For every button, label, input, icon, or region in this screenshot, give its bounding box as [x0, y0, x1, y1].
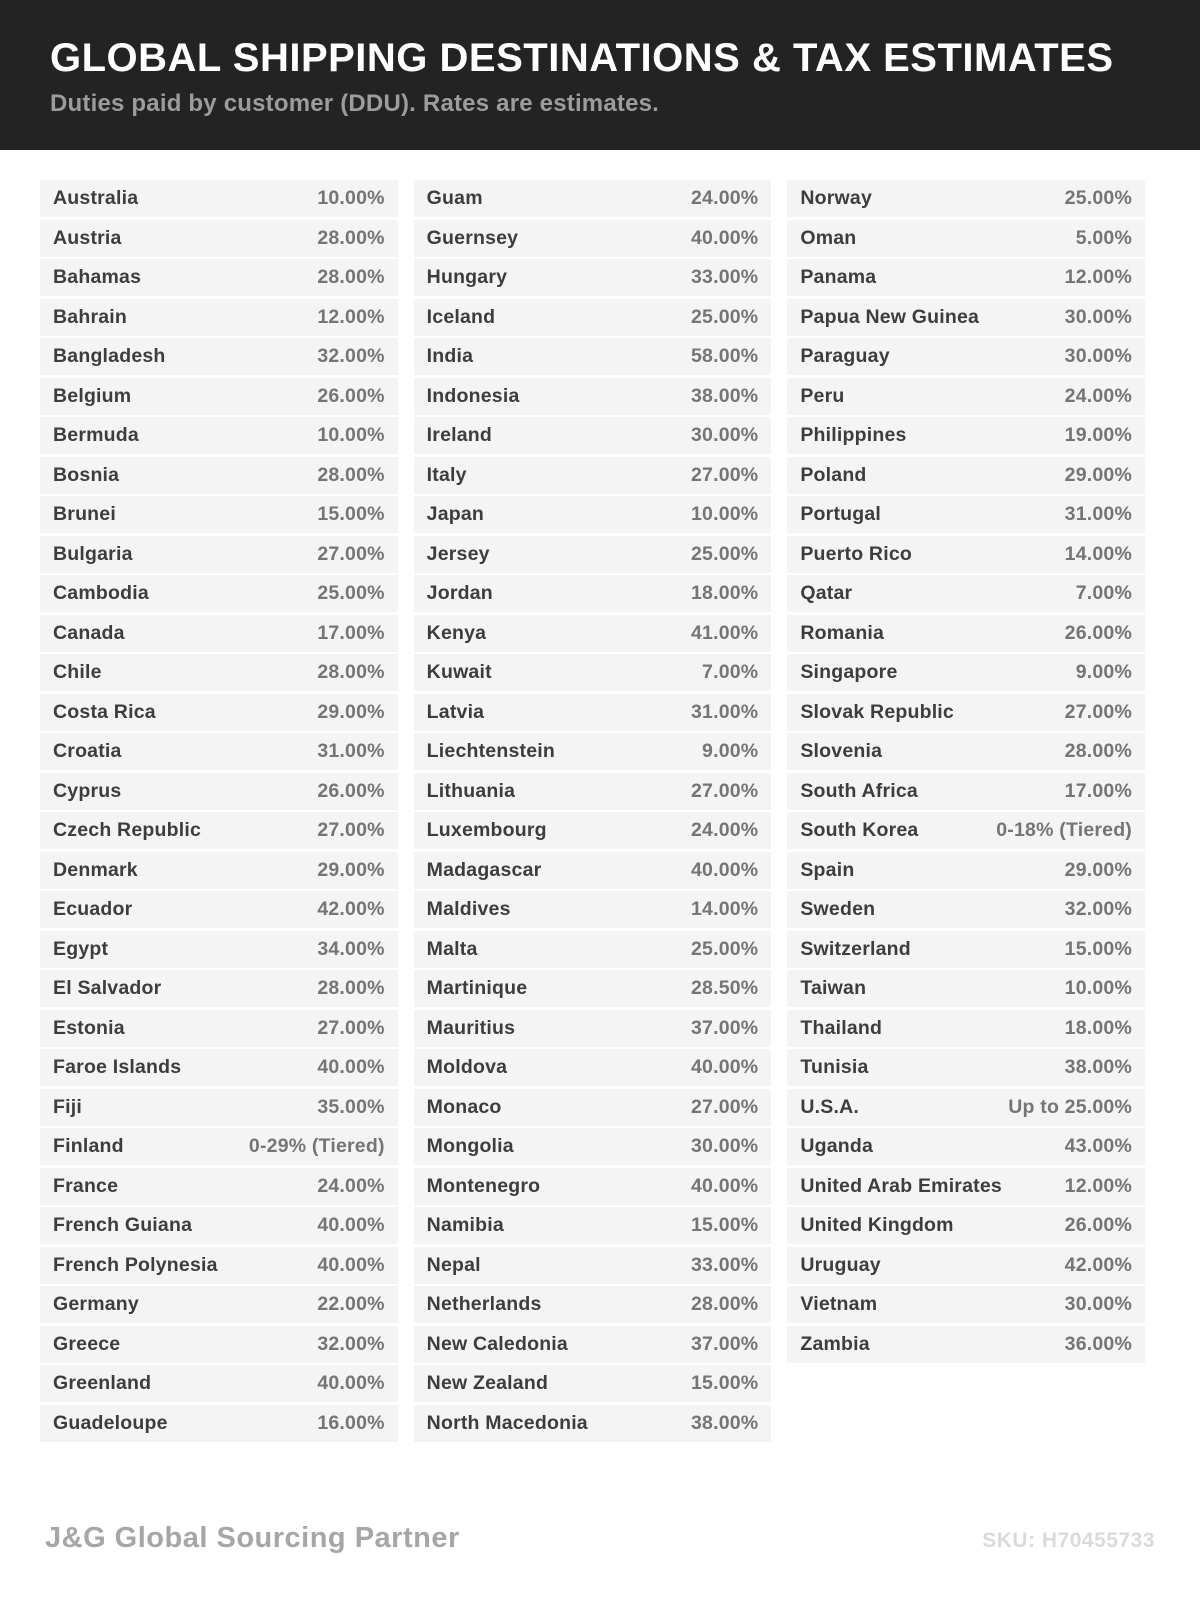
tax-rate: 28.00%: [317, 977, 385, 999]
tax-rate: 0-29% (Tiered): [248, 1135, 385, 1157]
table-row: [40, 378, 398, 415]
table-row: [40, 1128, 398, 1165]
table-row: [787, 1010, 1145, 1047]
tax-rate: 33.00%: [691, 266, 759, 288]
tax-rate: 18.00%: [691, 582, 759, 604]
tax-rate: 40.00%: [691, 226, 759, 249]
country-name: Bahamas: [53, 266, 142, 288]
country-name: Panama: [800, 266, 877, 288]
table-row: [414, 694, 772, 731]
tax-rate: 27.00%: [317, 1016, 385, 1039]
country-name: Uganda: [800, 1135, 874, 1157]
tax-rate: 37.00%: [691, 1016, 759, 1039]
tax-rate: 30.00%: [1064, 305, 1133, 328]
table-row: [40, 931, 398, 968]
country-name: Bosnia: [53, 463, 120, 486]
table-row: [414, 220, 772, 257]
table-row: [40, 536, 398, 573]
country-name: Philippines: [800, 424, 907, 446]
tax-rate: 33.00%: [691, 1253, 759, 1276]
country-name: Mongolia: [426, 1135, 514, 1157]
tax-rate: 34.00%: [317, 937, 385, 960]
table-row: [787, 575, 1145, 612]
tax-rate: 25.00%: [1064, 187, 1133, 209]
country-name: Jersey: [426, 542, 490, 565]
country-name: U.S.A.: [800, 1095, 859, 1118]
tax-rate: 43.00%: [1064, 1135, 1133, 1157]
table-row: [40, 1207, 398, 1244]
country-name: Singapore: [800, 661, 898, 683]
tax-rate: 29.00%: [1064, 858, 1133, 881]
country-name: Luxembourg: [426, 819, 547, 841]
country-name: Bulgaria: [53, 542, 133, 565]
tax-rate: 29.00%: [317, 858, 385, 881]
table-row: [414, 496, 772, 533]
country-name: Monaco: [426, 1095, 502, 1118]
tax-rate-table: [0, 150, 1200, 1444]
tax-rate: 30.00%: [1064, 1293, 1133, 1315]
table-row: [787, 1049, 1145, 1086]
country-name: New Zealand: [426, 1372, 549, 1394]
tax-rate: 17.00%: [1064, 779, 1133, 802]
tax-rate: 25.00%: [691, 937, 759, 960]
country-name: Greenland: [53, 1372, 152, 1394]
table-row: [414, 259, 772, 296]
tax-rate: 32.00%: [1064, 898, 1133, 920]
tax-rate: 29.00%: [317, 700, 385, 723]
table-row: [40, 733, 398, 770]
table-row: [787, 773, 1145, 810]
country-name: Australia: [53, 187, 139, 209]
table-row: [414, 338, 772, 375]
table-row: [787, 299, 1145, 336]
tax-rate: 9.00%: [1075, 661, 1133, 683]
country-name: Bahrain: [53, 305, 128, 328]
table-row: [414, 1207, 772, 1244]
table-row: [414, 1049, 772, 1086]
tax-rate: 28.00%: [317, 463, 385, 486]
tax-rate: 27.00%: [317, 819, 385, 841]
table-row: [787, 970, 1145, 1007]
country-name: Bermuda: [53, 424, 139, 446]
country-name: Vietnam: [800, 1293, 878, 1315]
table-row: [40, 615, 398, 652]
tax-rate: 22.00%: [317, 1293, 385, 1315]
tax-rate: 32.00%: [317, 345, 385, 367]
tax-rate: 30.00%: [1064, 345, 1133, 367]
country-name: Moldova: [426, 1056, 508, 1078]
tax-rate: 36.00%: [1064, 1332, 1133, 1355]
table-row: [40, 891, 398, 928]
country-name: Zambia: [800, 1332, 870, 1355]
tax-rate: 14.00%: [691, 898, 759, 920]
tax-rate: 10.00%: [691, 503, 759, 525]
tax-rate: 28.00%: [317, 226, 385, 249]
table-row: [40, 496, 398, 533]
table-row: [414, 615, 772, 652]
country-name: Slovenia: [800, 740, 883, 762]
table-row: [787, 812, 1145, 849]
tax-rate: 16.00%: [317, 1411, 385, 1434]
table-row: [414, 1365, 772, 1402]
tax-rate: 7.00%: [702, 661, 759, 683]
table-row: [414, 378, 772, 415]
tax-rate: 5.00%: [1075, 226, 1133, 249]
page-header: [0, 0, 1200, 150]
tax-rate: 0-18% (Tiered): [996, 819, 1133, 841]
table-row: [40, 812, 398, 849]
country-name: Madagascar: [426, 858, 542, 881]
tax-rate: 12.00%: [1064, 1174, 1133, 1197]
country-name: Guernsey: [426, 226, 519, 249]
tax-rate: 38.00%: [691, 1411, 759, 1434]
country-name: Kuwait: [426, 661, 492, 683]
tax-rate: 18.00%: [1064, 1016, 1133, 1039]
tax-rate: 28.00%: [1064, 740, 1133, 762]
country-name: French Guiana: [53, 1214, 193, 1236]
table-row: [787, 1089, 1145, 1126]
country-name: Italy: [426, 463, 467, 486]
table-row: [414, 891, 772, 928]
table-row: [40, 970, 398, 1007]
country-name: Sweden: [800, 898, 876, 920]
tax-rate: 40.00%: [317, 1214, 385, 1236]
country-name: Belgium: [53, 384, 132, 407]
table-row: [787, 931, 1145, 968]
table-row: [40, 694, 398, 731]
table-row: [787, 259, 1145, 296]
country-name: Uruguay: [800, 1253, 881, 1276]
table-row: [414, 1326, 772, 1363]
table-row: [414, 1168, 772, 1205]
table-row: [40, 1405, 398, 1442]
tax-rate: 10.00%: [317, 424, 385, 446]
table-row: [414, 812, 772, 849]
tax-rate: 32.00%: [317, 1332, 385, 1355]
country-name: Martinique: [426, 977, 528, 999]
table-row: [414, 180, 772, 217]
tax-rate: 15.00%: [317, 503, 385, 525]
table-row: [414, 575, 772, 612]
tax-rate: 9.00%: [702, 740, 759, 762]
table-row: [787, 891, 1145, 928]
country-name: Bangladesh: [53, 345, 166, 367]
tax-rate: 12.00%: [1064, 266, 1133, 288]
country-name: Estonia: [53, 1016, 125, 1039]
country-name: Fiji: [53, 1095, 82, 1118]
country-name: United Arab Emirates: [800, 1174, 1002, 1197]
tax-rate: 24.00%: [1064, 384, 1133, 407]
table-row: [787, 1207, 1145, 1244]
table-row: [787, 1286, 1145, 1323]
country-name: French Polynesia: [53, 1253, 218, 1276]
table-row: [40, 1010, 398, 1047]
country-name: Switzerland: [800, 937, 911, 960]
tax-rate: 10.00%: [317, 187, 385, 209]
table-row: [414, 931, 772, 968]
country-name: Faroe Islands: [53, 1056, 182, 1078]
table-row: [414, 1128, 772, 1165]
tax-rate: 24.00%: [317, 1174, 385, 1197]
table-row: [40, 575, 398, 612]
table-row: [787, 615, 1145, 652]
table-row: [40, 773, 398, 810]
country-name: New Caledonia: [426, 1332, 568, 1355]
table-row: [40, 220, 398, 257]
country-name: Malta: [426, 937, 478, 960]
tax-rate: 40.00%: [317, 1372, 385, 1394]
tax-rate: 35.00%: [317, 1095, 385, 1118]
table-row: [787, 1326, 1145, 1363]
tax-rate: 25.00%: [691, 305, 759, 328]
country-name: Thailand: [800, 1016, 883, 1039]
country-name: Taiwan: [800, 977, 867, 999]
tax-rate: 15.00%: [1064, 937, 1133, 960]
table-row: [414, 733, 772, 770]
country-name: El Salvador: [53, 977, 162, 999]
table-row: [414, 1089, 772, 1126]
country-name: Puerto Rico: [800, 542, 912, 565]
page-subtitle: Duties paid by customer (DDU). Rates are estimates.: [50, 90, 660, 117]
country-name: Austria: [53, 226, 122, 249]
country-name: Peru: [800, 384, 845, 407]
tax-rate: 38.00%: [1064, 1056, 1133, 1078]
tax-rate: Up to 25.00%: [1008, 1095, 1133, 1118]
page-title: GLOBAL SHIPPING DESTINATIONS & TAX ESTIMATES: [50, 36, 1114, 80]
table-row: [787, 496, 1145, 533]
country-name: Portugal: [800, 503, 882, 525]
tax-rate: 24.00%: [691, 187, 759, 209]
table-row: [787, 220, 1145, 257]
table-row: [40, 180, 398, 217]
country-name: Lithuania: [426, 779, 516, 802]
country-name: Netherlands: [426, 1293, 542, 1315]
tax-rate: 27.00%: [691, 779, 759, 802]
table-row: [787, 1128, 1145, 1165]
brand-name: J&G Global Sourcing Partner: [45, 1522, 460, 1554]
rate-column: [787, 180, 1145, 1365]
country-name: Japan: [426, 503, 485, 525]
table-row: [787, 852, 1145, 889]
tax-rate: 40.00%: [317, 1056, 385, 1078]
tax-rate: 27.00%: [691, 1095, 759, 1118]
country-name: Guadeloupe: [53, 1411, 168, 1434]
table-row: [40, 654, 398, 691]
tax-rate: 26.00%: [1064, 1214, 1133, 1236]
table-row: [414, 1010, 772, 1047]
table-row: [414, 773, 772, 810]
tax-rate: 40.00%: [691, 1174, 759, 1197]
country-name: Montenegro: [426, 1174, 541, 1197]
country-name: Canada: [53, 621, 125, 644]
country-name: Ireland: [426, 424, 493, 446]
table-row: [787, 733, 1145, 770]
tax-rate: 14.00%: [1064, 542, 1133, 565]
country-name: Tunisia: [800, 1056, 869, 1078]
country-name: Germany: [53, 1293, 139, 1315]
sku-label: SKU: H70455733: [982, 1529, 1155, 1552]
tax-rate: 29.00%: [1064, 463, 1133, 486]
rate-column: [40, 180, 398, 1444]
country-name: Latvia: [426, 700, 485, 723]
table-row: [414, 1247, 772, 1284]
country-name: Qatar: [800, 582, 853, 604]
country-name: Brunei: [53, 503, 116, 525]
table-row: [40, 417, 398, 454]
table-row: [40, 1247, 398, 1284]
table-row: [787, 1247, 1145, 1284]
tax-rate: 15.00%: [691, 1214, 759, 1236]
tax-rate: 37.00%: [691, 1332, 759, 1355]
tax-rate: 40.00%: [691, 858, 759, 881]
table-row: [787, 694, 1145, 731]
table-row: [414, 417, 772, 454]
tax-rate: 25.00%: [691, 542, 759, 565]
country-name: Indonesia: [426, 384, 520, 407]
tax-rate: 31.00%: [691, 700, 759, 723]
table-row: [414, 536, 772, 573]
tax-rate: 24.00%: [691, 819, 759, 841]
country-name: South Korea: [800, 819, 919, 841]
tax-rate: 30.00%: [691, 1135, 759, 1157]
country-name: Slovak Republic: [800, 700, 954, 723]
table-row: [40, 1049, 398, 1086]
table-row: [40, 1286, 398, 1323]
tax-rate: 10.00%: [1064, 977, 1133, 999]
table-row: [787, 417, 1145, 454]
country-name: South Africa: [800, 779, 918, 802]
page-footer: [0, 1522, 1200, 1555]
tax-rate: 40.00%: [317, 1253, 385, 1276]
rate-column: [414, 180, 772, 1444]
country-name: Greece: [53, 1332, 121, 1355]
table-row: [414, 1286, 772, 1323]
country-name: Chile: [53, 661, 102, 683]
tax-rate: 25.00%: [317, 582, 385, 604]
table-row: [414, 457, 772, 494]
country-name: Iceland: [426, 305, 496, 328]
country-name: Croatia: [53, 740, 122, 762]
table-row: [787, 378, 1145, 415]
country-name: United Kingdom: [800, 1214, 954, 1236]
table-row: [40, 259, 398, 296]
tax-rate: 27.00%: [317, 542, 385, 565]
country-name: Ecuador: [53, 898, 133, 920]
country-name: India: [426, 345, 474, 367]
country-name: Egypt: [53, 937, 109, 960]
tax-rate: 40.00%: [691, 1056, 759, 1078]
country-name: France: [53, 1174, 119, 1197]
country-name: Maldives: [426, 898, 511, 920]
table-row: [787, 536, 1145, 573]
country-name: Liechtenstein: [426, 740, 555, 762]
tax-rate: 42.00%: [1064, 1253, 1133, 1276]
tax-rate: 28.00%: [317, 661, 385, 683]
country-name: Nepal: [426, 1253, 481, 1276]
table-row: [787, 654, 1145, 691]
tax-rate: 12.00%: [317, 305, 385, 328]
tax-rate: 28.00%: [691, 1293, 759, 1315]
country-name: Paraguay: [800, 345, 890, 367]
table-row: [40, 1326, 398, 1363]
table-row: [40, 852, 398, 889]
tax-rate: 27.00%: [691, 463, 759, 486]
tax-rate: 15.00%: [691, 1372, 759, 1394]
tax-rate: 31.00%: [317, 740, 385, 762]
tax-rate: 27.00%: [1064, 700, 1133, 723]
country-name: Costa Rica: [53, 700, 156, 723]
table-row: [787, 457, 1145, 494]
tax-rate: 28.50%: [691, 977, 759, 999]
tax-rate: 28.00%: [317, 266, 385, 288]
country-name: North Macedonia: [426, 1411, 588, 1434]
country-name: Denmark: [53, 858, 138, 881]
country-name: Papua New Guinea: [800, 305, 980, 328]
country-name: Jordan: [426, 582, 493, 604]
table-row: [414, 852, 772, 889]
table-row: [787, 180, 1145, 217]
country-name: Oman: [800, 226, 857, 249]
country-name: Spain: [800, 858, 855, 881]
country-name: Guam: [426, 187, 483, 209]
country-name: Norway: [800, 187, 872, 209]
table-row: [40, 1089, 398, 1126]
table-row: [414, 970, 772, 1007]
table-row: [787, 1168, 1145, 1205]
table-row: [414, 654, 772, 691]
tax-rate: 42.00%: [317, 898, 385, 920]
tax-rate: 30.00%: [691, 424, 759, 446]
tax-rate: 58.00%: [691, 345, 759, 367]
table-row: [414, 299, 772, 336]
tax-rate: 26.00%: [317, 779, 385, 802]
country-name: Cyprus: [53, 779, 122, 802]
tax-rate: 7.00%: [1075, 582, 1133, 604]
country-name: Czech Republic: [53, 819, 201, 841]
country-name: Hungary: [426, 266, 508, 288]
country-name: Namibia: [426, 1214, 504, 1236]
country-name: Mauritius: [426, 1016, 516, 1039]
tax-rate: 31.00%: [1064, 503, 1133, 525]
table-row: [414, 1405, 772, 1442]
table-row: [40, 1168, 398, 1205]
table-row: [40, 457, 398, 494]
tax-rate: 19.00%: [1064, 424, 1133, 446]
table-row: [40, 338, 398, 375]
table-row: [40, 1365, 398, 1402]
tax-rate: 26.00%: [317, 384, 385, 407]
table-row: [40, 299, 398, 336]
country-name: Kenya: [426, 621, 487, 644]
tax-rate: 41.00%: [691, 621, 759, 644]
country-name: Romania: [800, 621, 885, 644]
tax-rate: 17.00%: [317, 621, 385, 644]
country-name: Finland: [53, 1135, 124, 1157]
tax-rate: 26.00%: [1064, 621, 1133, 644]
tax-rate: 38.00%: [691, 384, 759, 407]
country-name: Cambodia: [53, 582, 149, 604]
country-name: Poland: [800, 463, 867, 486]
table-row: [787, 338, 1145, 375]
